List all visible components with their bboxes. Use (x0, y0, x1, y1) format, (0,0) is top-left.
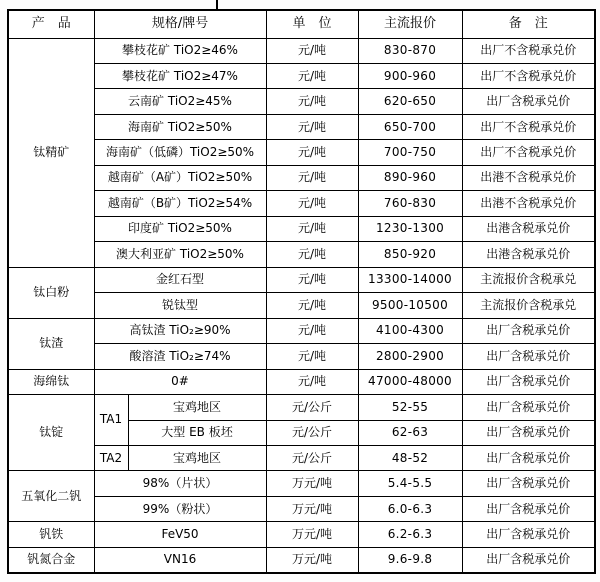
note-cell: 出厂含税承兑价 (462, 89, 595, 114)
spec-cell: 云南矿 TiO2≥45% (94, 89, 266, 114)
note-cell: 出厂含税承兑价 (462, 344, 595, 369)
table-row (8, 267, 595, 292)
spec-cell: 海南矿（低磷）TiO2≥50% (94, 140, 266, 165)
price-cell: 650-700 (358, 114, 462, 139)
spec-cell: 98%（片状） (94, 471, 266, 496)
spec-cell: 0# (94, 369, 266, 394)
note-cell: 出厂含税承兑价 (462, 547, 595, 573)
spec-cell: 宝鸡地区 (128, 395, 266, 420)
header-spec: 规格/牌号 (94, 10, 266, 38)
unit-cell: 元/吨 (266, 63, 358, 88)
unit-cell: 元/吨 (266, 293, 358, 318)
price-cell: 900-960 (358, 63, 462, 88)
unit-cell: 元/吨 (266, 344, 358, 369)
note-cell: 出厂含税承兑价 (462, 471, 595, 496)
price-cell: 2800-2900 (358, 344, 462, 369)
unit-cell: 元/吨 (266, 318, 358, 343)
note-cell: 主流报价含税承兑 (462, 267, 595, 292)
unit-cell: 元/吨 (266, 89, 358, 114)
table-row (8, 446, 595, 471)
product-cell: 钒铁 (8, 522, 94, 547)
price-cell: 48-52 (358, 446, 462, 471)
table-row (8, 63, 595, 88)
unit-cell: 万元/吨 (266, 522, 358, 547)
price-cell: 47000-48000 (358, 369, 462, 394)
header-unit: 单 位 (266, 10, 358, 38)
note-cell: 出厂不含税承兑价 (462, 114, 595, 139)
note-cell: 出厂含税承兑价 (462, 395, 595, 420)
note-cell: 出厂含税承兑价 (462, 446, 595, 471)
spec-cell: 大型 EB 板坯 (128, 420, 266, 445)
unit-cell: 元/吨 (266, 267, 358, 292)
spec-cell: 越南矿（B矿）TiO2≥54% (94, 191, 266, 216)
price-cell: 9500-10500 (358, 293, 462, 318)
product-cell: 钛渣 (8, 318, 94, 369)
spec-cell: 金红石型 (94, 267, 266, 292)
table-row (8, 547, 595, 573)
unit-cell: 元/吨 (266, 216, 358, 241)
header-price: 主流报价 (358, 10, 462, 38)
table-row (8, 471, 595, 496)
note-cell: 出港不含税承兑价 (462, 191, 595, 216)
note-cell: 出厂含税承兑价 (462, 369, 595, 394)
table-row (8, 165, 595, 190)
price-cell: 850-920 (358, 242, 462, 267)
table-row (8, 38, 595, 63)
price-cell: 1230-1300 (358, 216, 462, 241)
spec-cell: 攀枝花矿 TiO2≥46% (94, 38, 266, 63)
price-cell: 62-63 (358, 420, 462, 445)
ta-grade-cell: TA2 (94, 446, 128, 471)
price-cell: 890-960 (358, 165, 462, 190)
spec-cell: VN16 (94, 547, 266, 573)
table-row (8, 140, 595, 165)
note-cell: 出厂含税承兑价 (462, 496, 595, 521)
table-row (8, 395, 595, 420)
spec-cell: 澳大利亚矿 TiO2≥50% (94, 242, 266, 267)
product-cell: 钛白粉 (8, 267, 94, 318)
note-cell: 出港含税承兑价 (462, 216, 595, 241)
spec-cell: 高钛渣 TiO₂≥90% (94, 318, 266, 343)
spec-cell: 99%（粉状） (94, 496, 266, 521)
note-cell: 出厂不含税承兑价 (462, 63, 595, 88)
product-cell: 海绵钛 (8, 369, 94, 394)
unit-cell: 元/吨 (266, 38, 358, 63)
unit-cell: 元/公斤 (266, 395, 358, 420)
note-cell: 出厂含税承兑价 (462, 318, 595, 343)
note-cell: 出港不含税承兑价 (462, 165, 595, 190)
spec-cell: 海南矿 TiO2≥50% (94, 114, 266, 139)
price-cell: 4100-4300 (358, 318, 462, 343)
spec-cell: 攀枝花矿 TiO2≥47% (94, 63, 266, 88)
product-cell: 五氧化二钒 (8, 471, 94, 522)
unit-cell: 元/吨 (266, 369, 358, 394)
note-cell: 主流报价含税承兑 (462, 293, 595, 318)
header-row (8, 10, 595, 38)
unit-cell: 元/公斤 (266, 420, 358, 445)
price-cell: 830-870 (358, 38, 462, 63)
unit-cell: 万元/吨 (266, 496, 358, 521)
spec-cell: 酸溶渣 TiO₂≥74% (94, 344, 266, 369)
price-table (7, 9, 596, 574)
table-row (8, 89, 595, 114)
product-cell: 钒氮合金 (8, 547, 94, 573)
note-cell: 出厂不含税承兑价 (462, 38, 595, 63)
price-cell: 13300-14000 (358, 267, 462, 292)
table-row (8, 114, 595, 139)
note-cell: 出港含税承兑价 (462, 242, 595, 267)
table-row (8, 369, 595, 394)
price-cell: 760-830 (358, 191, 462, 216)
price-cell: 700-750 (358, 140, 462, 165)
spec-cell: 越南矿（A矿）TiO2≥50% (94, 165, 266, 190)
spec-cell: 锐钛型 (94, 293, 266, 318)
unit-cell: 万元/吨 (266, 547, 358, 573)
product-cell: 钛精矿 (8, 38, 94, 267)
table-row (8, 344, 595, 369)
cropped-row-artifact (216, 0, 218, 9)
unit-cell: 元/吨 (266, 191, 358, 216)
unit-cell: 元/吨 (266, 242, 358, 267)
price-cell: 52-55 (358, 395, 462, 420)
table-row (8, 522, 595, 547)
table-row (8, 216, 595, 241)
table-row (8, 242, 595, 267)
header-note: 备 注 (462, 10, 595, 38)
note-cell: 出厂含税承兑价 (462, 420, 595, 445)
price-cell: 6.0-6.3 (358, 496, 462, 521)
note-cell: 出厂含税承兑价 (462, 522, 595, 547)
unit-cell: 元/吨 (266, 140, 358, 165)
price-cell: 9.6-9.8 (358, 547, 462, 573)
table-row (8, 293, 595, 318)
price-cell: 6.2-6.3 (358, 522, 462, 547)
unit-cell: 万元/吨 (266, 471, 358, 496)
table-row (8, 318, 595, 343)
table-row (8, 496, 595, 521)
unit-cell: 元/公斤 (266, 446, 358, 471)
header-product: 产 品 (8, 10, 94, 38)
unit-cell: 元/吨 (266, 114, 358, 139)
price-cell: 620-650 (358, 89, 462, 114)
ta-grade-cell: TA1 (94, 395, 128, 446)
spec-cell: 印度矿 TiO2≥50% (94, 216, 266, 241)
price-cell: 5.4-5.5 (358, 471, 462, 496)
spec-cell: 宝鸡地区 (128, 446, 266, 471)
product-cell: 钛锭 (8, 395, 94, 471)
spec-cell: FeV50 (94, 522, 266, 547)
note-cell: 出厂不含税承兑价 (462, 140, 595, 165)
unit-cell: 元/吨 (266, 165, 358, 190)
table-row (8, 191, 595, 216)
